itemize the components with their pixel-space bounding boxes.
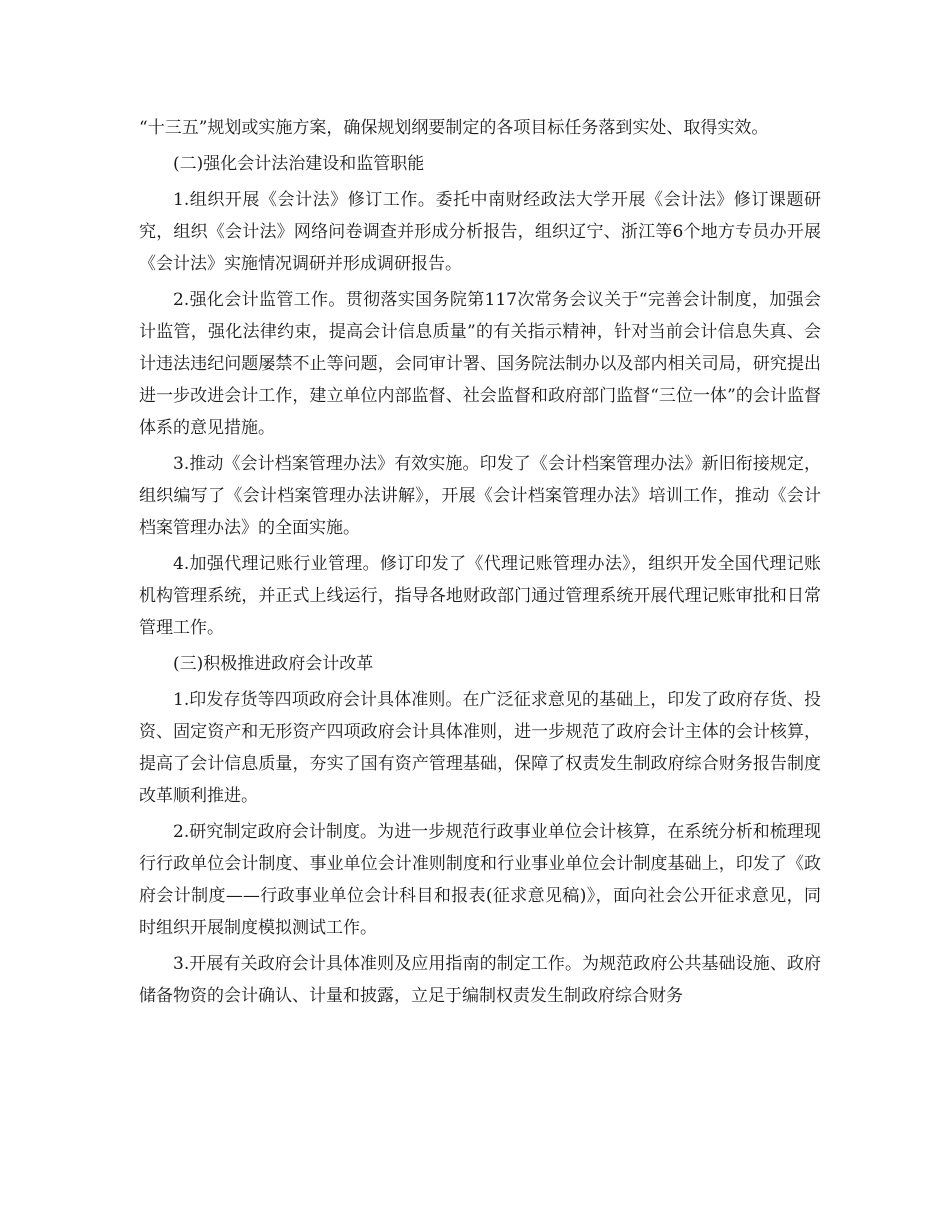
paragraph-item-2: 2.研究制定政府会计制度。为进一步规范行政事业单位会计核算，在系统分析和梳理现行行政单位会计制度、事业单位会计准则制度和行业事业单位会计制度基础上，印发了《政府会计制度——行政事业单位会计科目和报表(征求意见稿)》，面向社会公开征求意见，同时组织开展制度模拟测试工作。 (139, 822, 821, 938)
paragraph-item-3: 3.推动《会计档案管理办法》有效实施。印发了《会计档案管理办法》新旧衔接规定，组织编写了《会计档案管理办法讲解》，开展《会计档案管理办法》培训工作，推动《会计档案管理办法》的全面实施。 (139, 454, 821, 538)
paragraph-item-4: 4.加强代理记账行业管理。修订印发了《代理记账管理办法》，组织开发全国代理记账机构管理系统，并正式上线运行，指导各地财政部门通过管理系统开展代理记账审批和日常管理工作。 (139, 554, 821, 638)
paragraph-continuation: “十三五”规划或实施方案，确保规划纲要制定的各项目标任务落到实处、取得实效。 (139, 118, 769, 138)
section-heading-3: (三)积极推进政府会计改革 (173, 654, 374, 674)
paragraph-item-3: 3.开展有关政府会计具体准则及应用指南的制定工作。为规范政府公共基础设施、政府储备物资的会计确认、计量和披露，立足于编制权责发生制政府综合财务 (139, 954, 821, 1006)
section-heading-2: (二)强化会计法治建设和监管职能 (173, 154, 425, 174)
paragraph-item-1: 1.印发存货等四项政府会计具体准则。在广泛征求意见的基础上，印发了政府存货、投资、固定资产和无形资产四项政府会计具体准则，进一步规范了政府会计主体的会计核算，提高了会计信息质量，夯实了国有资产管理基础，保障了权责发生制政府综合财务报告制度改革顺利推进。 (139, 690, 821, 806)
paragraph-item-1: 1.组织开展《会计法》修订工作。委托中南财经政法大学开展《会计法》修订课题研究，组织《会计法》网络问卷调查并形成分析报告，组织辽宁、浙江等6个地方专员办开展《会计法》实施情况调研并形成调研报告。 (139, 190, 821, 274)
document-body (139, 112, 821, 1016)
paragraph-item-2: 2.强化会计监管工作。贯彻落实国务院第117次常务会议关于“完善会计制度，加强会计监管，强化法律约束，提高会计信息质量”的有关指示精神，针对当前会计信息失真、会计违法违纪问题屡禁不止等问题，会同审计署、国务院法制办以及部内相关司局，研究提出进一步改进会计工作，建立单位内部监督、社会监督和政府部门监督“三位一体”的会计监督体系的意见措施。 (139, 290, 821, 438)
